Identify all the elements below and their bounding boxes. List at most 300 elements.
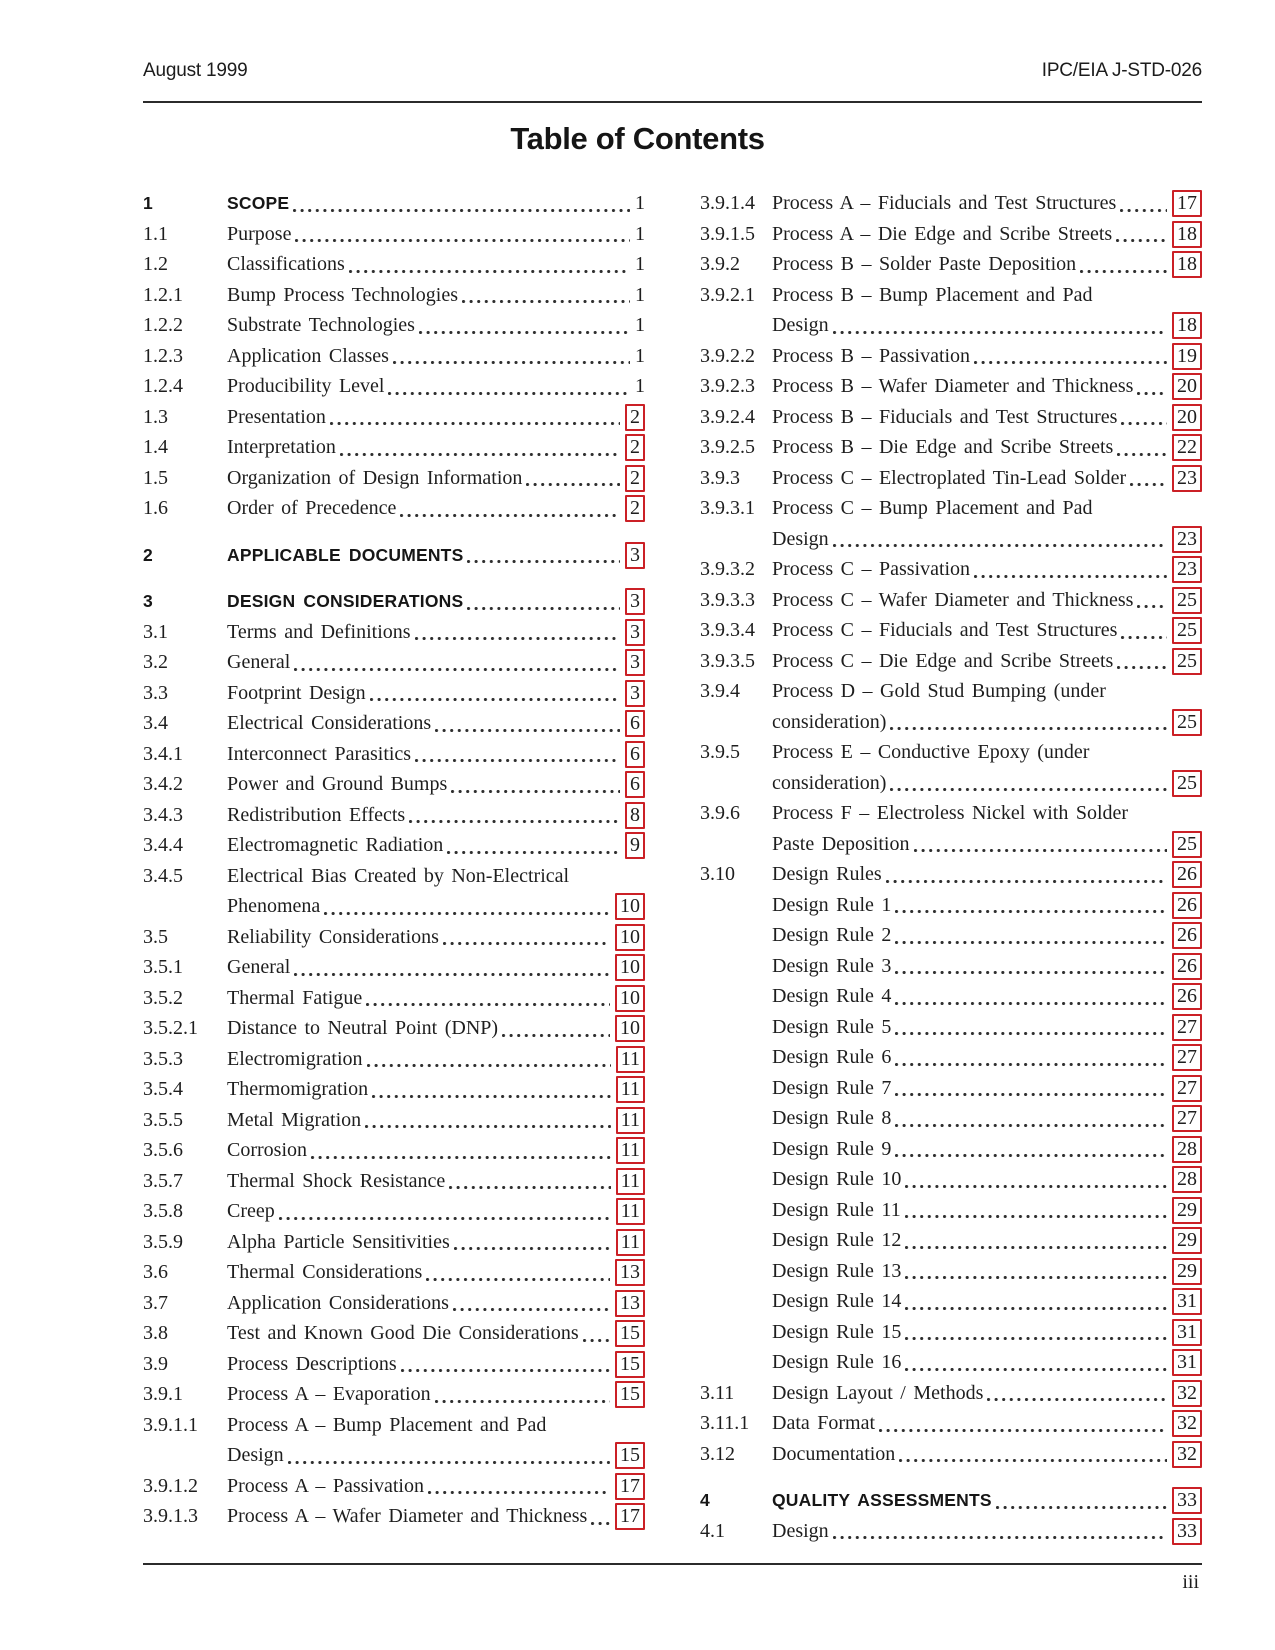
entry-number: 3.5.6 (143, 1139, 183, 1161)
dot-leader (405, 800, 624, 831)
toc-entry (700, 615, 1202, 646)
entry-number: 3.5.2 (143, 986, 183, 1009)
entry-title: Process F – Electroless Nickel with Solder (772, 802, 1129, 824)
dot-leader (439, 922, 614, 953)
dot-leader (363, 1044, 615, 1075)
entry-title: Design Rule 13 (772, 1259, 902, 1282)
dot-leader (891, 951, 1171, 982)
page-number-link[interactable]: 18 (1172, 312, 1202, 339)
page-number-link[interactable]: 11 (616, 1198, 645, 1225)
entry-number: 3.1 (143, 620, 168, 643)
dot-leader (895, 1439, 1171, 1470)
dot-leader (901, 1317, 1171, 1348)
toc-entry (700, 1012, 1202, 1043)
entry-number: 3.5.4 (143, 1078, 183, 1100)
dot-leader (389, 341, 634, 372)
page-number-link[interactable]: 15 (615, 1351, 645, 1378)
dot-leader (1112, 219, 1171, 250)
page-number-link[interactable]: 25 (1172, 617, 1202, 644)
dot-leader (901, 1195, 1171, 1226)
page-number-link[interactable]: 15 (615, 1320, 645, 1347)
page-number-link[interactable]: 10 (615, 893, 645, 920)
page-number-link[interactable]: 26 (1172, 892, 1202, 919)
dot-leader (891, 890, 1171, 921)
entry-number: 3.9.2 (700, 253, 740, 275)
entry-title-continued: consideration) (772, 771, 887, 794)
page-number-link[interactable]: 27 (1172, 1014, 1202, 1041)
entry-number: 1.3 (143, 405, 168, 428)
toc-entry (143, 432, 645, 463)
toc-entry (143, 1166, 645, 1197)
entry-number: 3 (143, 591, 153, 611)
page-number-link[interactable]: 28 (1172, 1166, 1202, 1193)
dot-leader (882, 859, 1171, 890)
dot-leader (411, 617, 624, 648)
toc-entry (700, 1042, 1202, 1073)
page-number-link[interactable]: 18 (1172, 221, 1202, 248)
page-number-link[interactable]: 15 (615, 1381, 645, 1408)
entry-title: Redistribution Effects (227, 803, 406, 826)
entry-number: 1.2.3 (143, 344, 183, 367)
toc-entry (143, 800, 645, 831)
toc-entry (700, 1378, 1202, 1409)
entry-number: 3.5.3 (143, 1047, 183, 1070)
entry-title: Footprint Design (227, 681, 366, 704)
dot-leader (983, 1378, 1171, 1409)
entry-title: Process A – Bump Placement and Pad (227, 1413, 547, 1436)
entry-number: 3.5.2.1 (143, 1017, 198, 1039)
toc-entry (700, 890, 1202, 921)
toc-entry (143, 1349, 645, 1380)
page-number-link[interactable]: 3 (625, 680, 645, 707)
toc-entry (143, 1044, 645, 1075)
dot-leader (901, 1256, 1171, 1287)
toc-entry (700, 676, 1202, 737)
entry-number: 3.9 (143, 1352, 168, 1375)
entry-title: Thermal Shock Resistance (227, 1169, 446, 1192)
entry-title: Design Rule 15 (772, 1320, 902, 1343)
dot-leader (320, 891, 614, 922)
dot-leader (361, 1105, 615, 1136)
dot-leader (522, 463, 624, 494)
page-number-link[interactable]: 2 (625, 465, 645, 492)
page-number: 1 (635, 253, 645, 275)
page-number-link[interactable]: 19 (1172, 343, 1202, 370)
toc-entry (700, 1286, 1202, 1317)
toc-entry (700, 493, 1202, 554)
entry-title: Design Rule 4 (772, 985, 892, 1007)
dot-leader (891, 981, 1171, 1012)
page-number-link[interactable]: 10 (615, 985, 645, 1012)
dot-leader (275, 1196, 615, 1227)
dot-leader (886, 707, 1171, 738)
dot-leader (829, 1516, 1171, 1547)
page-number-link[interactable]: 10 (615, 954, 645, 981)
page-number-link[interactable]: 28 (1172, 1136, 1202, 1163)
page-number-link[interactable]: 9 (625, 832, 645, 859)
entry-title: Process Descriptions (227, 1352, 397, 1375)
entry-title: Design Rule 2 (772, 924, 892, 946)
entry-title: QUALITY ASSESSMENTS (772, 1490, 992, 1510)
page-number-link[interactable]: 10 (615, 1015, 645, 1042)
toc-entry (143, 952, 645, 983)
entry-number: 3.4.2 (143, 773, 183, 795)
entry-title: DESIGN CONSIDERATIONS (227, 591, 464, 611)
entry-title: Design Rule 14 (772, 1290, 902, 1312)
page-number-link[interactable]: 11 (616, 1107, 645, 1134)
page-number-link[interactable]: 11 (616, 1229, 645, 1256)
toc-entry (700, 280, 1202, 341)
page-number-link[interactable]: 2 (625, 495, 645, 522)
entry-title: Process A – Passivation (227, 1474, 424, 1497)
dot-leader (345, 249, 634, 280)
toc-entry (700, 920, 1202, 951)
page-number-link[interactable]: 25 (1172, 587, 1202, 614)
dot-leader (579, 1318, 614, 1349)
entry-title: Electrical Considerations (227, 712, 432, 734)
dot-leader (396, 493, 624, 524)
page-number-link[interactable]: 17 (615, 1503, 645, 1530)
entry-number: 3.5.1 (143, 956, 183, 978)
entry-number: 3.9.1.2 (143, 1474, 198, 1497)
page-number-link[interactable]: 6 (625, 710, 645, 737)
page-number-link[interactable]: 20 (1172, 404, 1202, 431)
entry-number: 3.4.1 (143, 742, 183, 765)
dot-leader (424, 1471, 614, 1502)
entry-number: 4.1 (700, 1519, 725, 1542)
page-number-link[interactable]: 23 (1172, 526, 1202, 553)
page-number-link[interactable]: 22 (1172, 434, 1202, 461)
page-number-link[interactable]: 26 (1172, 983, 1202, 1010)
page-number-link[interactable]: 27 (1172, 1075, 1202, 1102)
entry-number: 3.8 (143, 1322, 168, 1344)
toc-entry (700, 981, 1202, 1012)
entry-title: Classifications (227, 253, 345, 275)
dot-leader (290, 952, 614, 983)
page-number-link[interactable]: 31 (1172, 1349, 1202, 1376)
entry-number: 1.4 (143, 436, 168, 458)
entry-title: Design (772, 1519, 829, 1542)
entry-title: APPLICABLE DOCUMENTS (227, 544, 464, 565)
entry-number: 3.6 (143, 1261, 168, 1283)
entry-title-continued: Phenomena (227, 895, 321, 917)
dot-leader (422, 1257, 614, 1288)
page-number-link[interactable]: 2 (625, 434, 645, 461)
page-number-link[interactable]: 23 (1172, 465, 1202, 492)
entry-title: Bump Process Technologies (227, 283, 458, 306)
toc-entry (700, 859, 1202, 890)
page-number-link[interactable]: 27 (1172, 1044, 1202, 1071)
toc-entry (143, 647, 645, 678)
page-number-link[interactable]: 17 (615, 1473, 645, 1500)
entry-title: Design Rule 8 (772, 1107, 892, 1129)
toc-entry (700, 646, 1202, 677)
dot-leader (891, 1012, 1171, 1043)
page-number-link[interactable]: 26 (1172, 861, 1202, 888)
page-number-link[interactable]: 32 (1172, 1380, 1202, 1407)
dot-leader (1133, 371, 1171, 402)
entry-number: 4 (700, 1490, 710, 1510)
toc-entry (700, 554, 1202, 585)
entry-title: Electromigration (227, 1047, 363, 1070)
entry-title: Electromagnetic Radiation (227, 834, 444, 856)
dot-leader (447, 769, 624, 800)
page-number: 1 (635, 222, 645, 245)
entry-number: 3.5.9 (143, 1230, 183, 1253)
toc-entry (143, 1471, 645, 1502)
entry-title: Process C – Passivation (772, 558, 971, 580)
toc-entry (143, 617, 645, 648)
entry-title: Alpha Particle Sensitivities (227, 1230, 450, 1253)
toc-entry (700, 249, 1202, 280)
dot-leader (891, 1103, 1171, 1134)
toc-entry (143, 540, 645, 571)
toc-entry (143, 922, 645, 953)
entry-number: 1 (143, 193, 153, 213)
toc-entry (700, 1439, 1202, 1470)
page-number-link[interactable]: 26 (1172, 922, 1202, 949)
entry-title: Process C – Electroplated Tin-Lead Solder (772, 466, 1127, 489)
page-number-link[interactable]: 3 (625, 649, 645, 676)
entry-title-continued: Design (772, 314, 829, 336)
page-number-link[interactable]: 2 (625, 404, 645, 431)
toc-entry (143, 1257, 645, 1288)
header-doc-id: IPC/EIA J-STD-026 (1041, 60, 1202, 81)
dot-leader (910, 829, 1172, 860)
toc-entry (700, 1317, 1202, 1348)
page-number-link[interactable]: 31 (1172, 1288, 1202, 1315)
entry-title-continued: Design (227, 1444, 284, 1466)
toc-entry (700, 463, 1202, 494)
dot-leader (384, 371, 634, 402)
page-number-link[interactable]: 11 (616, 1168, 645, 1195)
entry-title: Distance to Neutral Point (DNP) (227, 1017, 499, 1039)
page-number-link[interactable]: 29 (1172, 1197, 1202, 1224)
page-number-link[interactable]: 25 (1172, 831, 1202, 858)
entry-title: Process D – Gold Stud Bumping (under (772, 680, 1106, 702)
entry-number: 3.9.3.5 (700, 649, 755, 672)
page-number-link[interactable]: 10 (615, 924, 645, 951)
page-number-link[interactable]: 3 (625, 542, 645, 569)
page-number-link[interactable]: 18 (1172, 251, 1202, 278)
entry-title: Substrate Technologies (227, 314, 415, 336)
entry-number: 1.2.1 (143, 283, 183, 306)
toc-entry (143, 1074, 645, 1105)
toc-entry (143, 280, 645, 311)
page-number-link[interactable]: 11 (616, 1046, 645, 1073)
entry-title: Design Rule 6 (772, 1046, 892, 1068)
dot-leader (498, 1013, 614, 1044)
page-number-link[interactable]: 11 (616, 1076, 645, 1103)
entry-number: 1.6 (143, 497, 168, 519)
entry-number: 3.9.3 (700, 466, 740, 489)
page-number-link[interactable]: 25 (1172, 770, 1202, 797)
dot-leader (411, 739, 624, 770)
entry-title: Process E – Conductive Epoxy (under (772, 741, 1090, 763)
page-number-link[interactable]: 31 (1172, 1319, 1202, 1346)
toc-entry (700, 951, 1202, 982)
page-number-link[interactable]: 13 (615, 1259, 645, 1286)
toc-entry (700, 1073, 1202, 1104)
entry-title: SCOPE (227, 193, 290, 213)
entry-title: Process C – Wafer Diameter and Thickness (772, 588, 1134, 611)
toc-entry (143, 1105, 645, 1136)
dot-leader (415, 310, 634, 341)
dot-leader (449, 1288, 614, 1319)
entry-title: Process C – Fiducials and Test Structures (772, 619, 1118, 641)
dot-leader (1117, 402, 1171, 433)
entry-title: Process B – Bump Placement and Pad (772, 283, 1093, 306)
page-number: 1 (635, 314, 645, 336)
page-header (143, 60, 1202, 103)
entry-title: Design Rule 16 (772, 1351, 902, 1373)
entry-title: Thermal Fatigue (227, 986, 363, 1009)
page-number-link[interactable]: 6 (625, 741, 645, 768)
entry-title: Electrical Bias Created by Non-Electrical (227, 864, 570, 887)
entry-number: 3.4.5 (143, 864, 183, 887)
dot-leader (431, 1379, 614, 1410)
entry-title: Creep (227, 1200, 275, 1222)
page-number-link[interactable]: 33 (1172, 1518, 1202, 1545)
page-number-link[interactable]: 6 (625, 771, 645, 798)
entry-title: Design Rule 3 (772, 954, 892, 977)
dot-leader (307, 1135, 615, 1166)
entry-number: 3.5.5 (143, 1108, 183, 1131)
entry-number: 3.10 (700, 863, 735, 885)
toc-entry (143, 493, 645, 524)
entry-title: Power and Ground Bumps (227, 773, 448, 795)
dot-leader (891, 1042, 1171, 1073)
toc-entry (143, 249, 645, 280)
dot-leader (970, 341, 1171, 372)
entry-number: 3.9.2.5 (700, 436, 755, 458)
toc-entry (700, 188, 1202, 219)
toc-entry (143, 219, 645, 250)
entry-title: Data Format (772, 1412, 876, 1434)
page-number-link[interactable]: 26 (1172, 953, 1202, 980)
toc-entry (700, 402, 1202, 433)
page-number-link[interactable]: 20 (1172, 373, 1202, 400)
page-number-link[interactable]: 13 (615, 1290, 645, 1317)
page-number-link[interactable]: 23 (1172, 556, 1202, 583)
entry-number: 3.9.3.3 (700, 588, 755, 611)
entry-title: Presentation (227, 405, 326, 428)
toc-entry (700, 1134, 1202, 1165)
toc-entry (143, 678, 645, 709)
dot-leader (1113, 432, 1171, 463)
entry-number: 3.9.3.2 (700, 558, 755, 580)
toc-entry (700, 1408, 1202, 1439)
toc-entry (700, 1256, 1202, 1287)
table-of-contents (143, 188, 1202, 1546)
toc-entry (143, 1379, 645, 1410)
dot-leader (891, 1073, 1171, 1104)
page-number-link[interactable]: 25 (1172, 709, 1202, 736)
toc-entry (143, 1410, 645, 1471)
entry-number: 2 (143, 544, 153, 565)
entry-number: 3.11 (700, 1381, 735, 1404)
entry-number: 3.9.3.1 (700, 497, 755, 519)
page-number-link[interactable]: 27 (1172, 1105, 1202, 1132)
page-number-link[interactable]: 29 (1172, 1227, 1202, 1254)
entry-title: Process B – Wafer Diameter and Thickness (772, 375, 1134, 397)
toc-entry (700, 737, 1202, 798)
toc-entry (700, 585, 1202, 616)
entry-title: Design Rule 12 (772, 1229, 902, 1251)
entry-title: Interconnect Parasitics (227, 742, 412, 765)
entry-title: Thermal Considerations (227, 1261, 423, 1283)
entry-title: Corrosion (227, 1139, 307, 1161)
entry-number: 3.9.1 (143, 1383, 183, 1405)
toc-entry (143, 708, 645, 739)
page-number-link[interactable]: 25 (1172, 648, 1202, 675)
page-number-link[interactable]: 17 (1172, 190, 1202, 217)
toc-entry (143, 769, 645, 800)
toc-entry (143, 586, 645, 617)
dot-leader (829, 310, 1171, 341)
entry-title: Thermomigration (227, 1078, 369, 1100)
page-number-link[interactable]: 15 (615, 1442, 645, 1469)
dot-leader (891, 920, 1171, 951)
toc-entry (143, 1135, 645, 1166)
dot-leader (1117, 615, 1171, 646)
dot-leader (397, 1349, 614, 1380)
page-number-link[interactable]: 8 (625, 802, 645, 829)
dot-leader (901, 1164, 1171, 1195)
dot-leader (901, 1347, 1171, 1378)
dot-leader (891, 1134, 1171, 1165)
page-number-link[interactable]: 3 (625, 619, 645, 646)
entry-title: Process A – Die Edge and Scribe Streets (772, 222, 1113, 245)
toc-entry (143, 402, 645, 433)
page-number-link[interactable]: 32 (1172, 1410, 1202, 1437)
page-number-link[interactable]: 11 (616, 1137, 645, 1164)
page-number-link[interactable]: 32 (1172, 1441, 1202, 1468)
toc-entry (143, 1501, 645, 1532)
page-number-link[interactable]: 3 (625, 588, 645, 615)
entry-number: 3.5 (143, 925, 168, 948)
footer-rule (143, 1563, 1202, 1565)
dot-leader (431, 708, 624, 739)
entry-title: General (227, 956, 291, 978)
dot-leader (587, 1501, 614, 1532)
page-title: Table of Contents (510, 121, 765, 156)
entry-title: Application Classes (227, 344, 389, 367)
entry-title-continued: Paste Deposition (772, 832, 910, 855)
dot-leader (875, 1408, 1171, 1439)
entry-number: 3.9.2.3 (700, 375, 755, 397)
toc-entry (700, 432, 1202, 463)
page-number-link[interactable]: 33 (1172, 1487, 1202, 1514)
dot-leader (1133, 585, 1171, 616)
toc-entry (143, 1196, 645, 1227)
toc-column-left (143, 188, 645, 1546)
entry-title: Process B – Solder Paste Deposition (772, 253, 1077, 275)
toc-entry (143, 371, 645, 402)
toc-entry (700, 1347, 1202, 1378)
entry-title: Process C – Die Edge and Scribe Streets (772, 649, 1114, 672)
dot-leader (362, 983, 614, 1014)
entry-title: Design Rules (772, 863, 882, 885)
toc-entry (143, 1227, 645, 1258)
entry-title: Process B – Die Edge and Scribe Streets (772, 436, 1114, 458)
entry-number: 3.9.6 (700, 802, 740, 824)
entry-title: Process A – Evaporation (227, 1383, 431, 1405)
page-number-link[interactable]: 29 (1172, 1258, 1202, 1285)
entry-title: Process A – Fiducials and Test Structures (772, 192, 1117, 214)
toc-entry (143, 1318, 645, 1349)
toc-entry (143, 1013, 645, 1044)
